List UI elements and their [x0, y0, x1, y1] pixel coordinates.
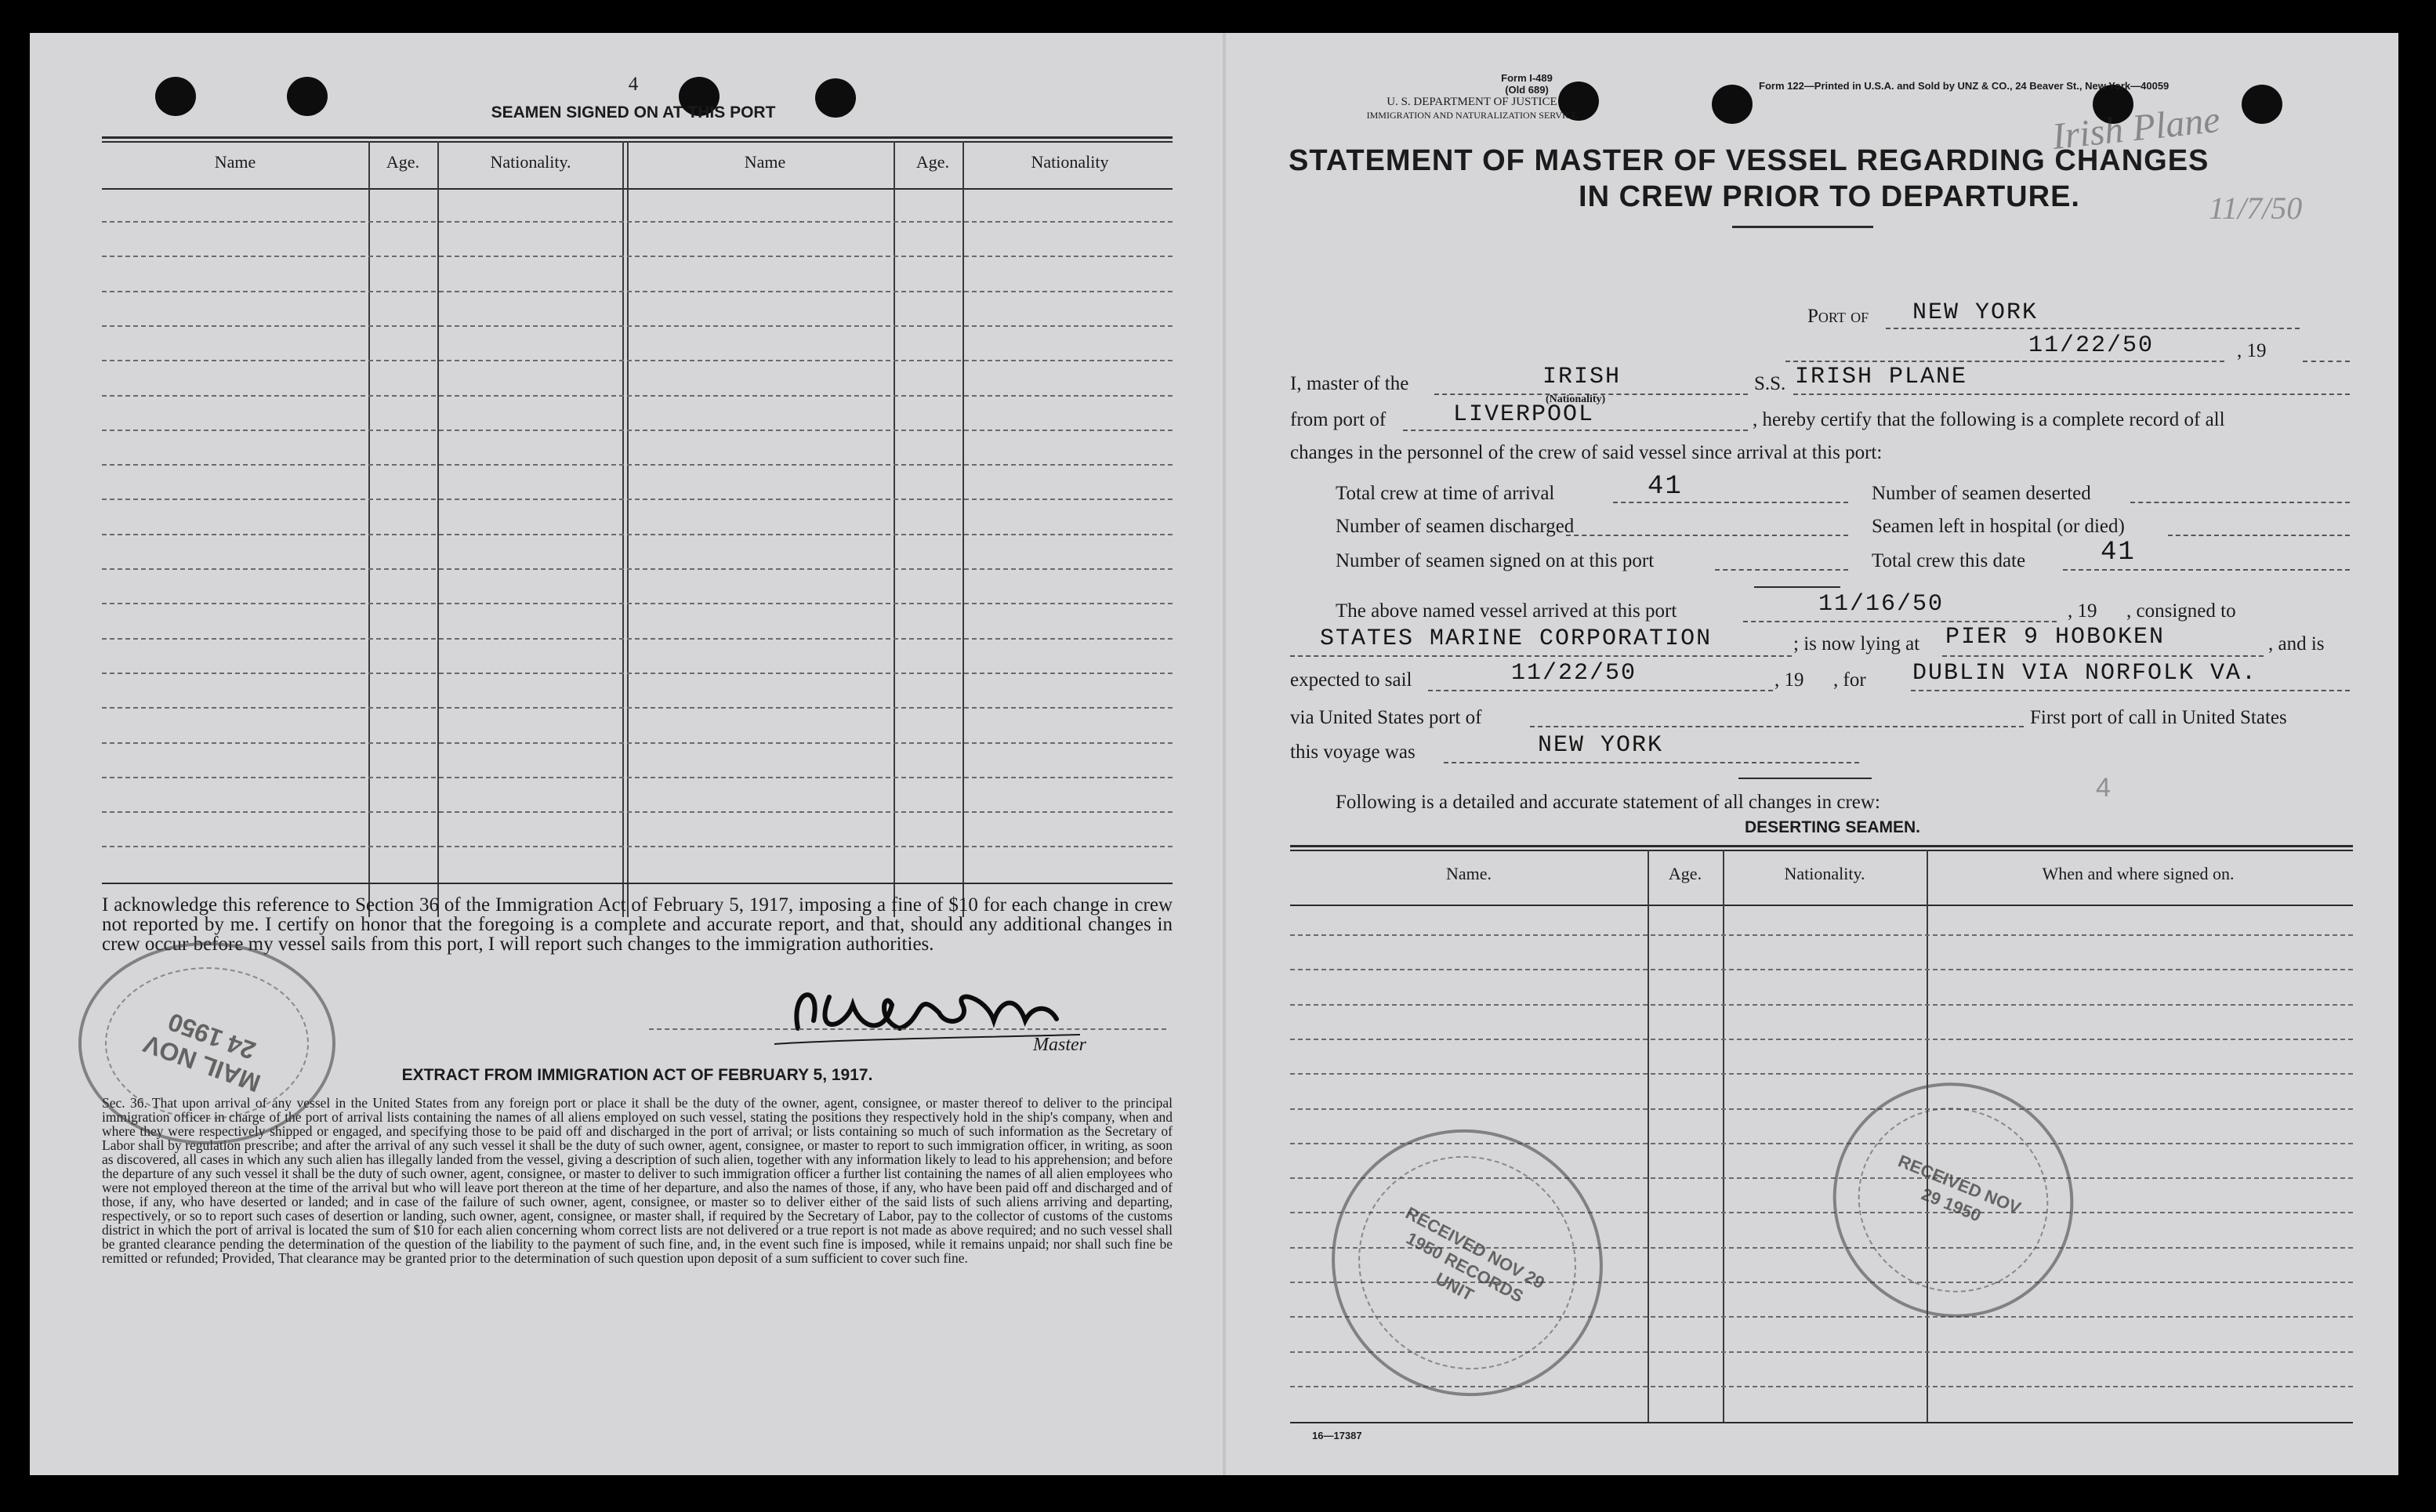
- ss-label: S.S.: [1754, 373, 1786, 394]
- total-date-field: [2063, 569, 2350, 571]
- port-value: NEW YORK: [1912, 299, 2039, 326]
- table-top-rule: [102, 136, 1173, 139]
- table-row-line: [102, 256, 1173, 257]
- table-row-line: [102, 568, 1173, 570]
- table-row-line: [102, 707, 1173, 709]
- for-label: , 19 , for: [1774, 669, 1866, 691]
- column-rule: [627, 141, 629, 917]
- column-rule: [368, 141, 370, 917]
- table-row-line: [102, 430, 1173, 431]
- vessel-field: [1793, 393, 2350, 395]
- table-row-line: [102, 499, 1173, 500]
- department-header: U. S. DEPARTMENT OF JUSTICE IMMIGRATION AND NATURALIZATION SERVICE: [1366, 96, 1578, 121]
- punch-hole: [1712, 85, 1753, 124]
- table-row-line: [102, 811, 1173, 813]
- section-divider: [1754, 586, 1840, 588]
- col-name: Name: [744, 152, 786, 172]
- form-id: Form I-489 (Old 689): [1501, 72, 1553, 96]
- via-field: [1530, 726, 2024, 727]
- title-underline: [1732, 226, 1873, 228]
- total-arrival-field: [1613, 502, 1848, 503]
- lying-value: PIER 9 HOBOKEN: [1945, 624, 2166, 651]
- master-label: Master: [1033, 1035, 1086, 1055]
- changes-text: changes in the personnel of the crew of said vessel since arrival at this port:: [1290, 442, 1883, 463]
- year-label: , 19: [2237, 340, 2267, 361]
- col-age: Age.: [1668, 864, 1702, 883]
- table-top-rule: [1290, 850, 2353, 851]
- table-row-line: [1290, 934, 2353, 936]
- handwritten-date-note: 11/7/50: [2209, 190, 2303, 226]
- col-nationality: Nationality.: [1784, 864, 1865, 883]
- column-rule: [622, 141, 624, 917]
- mail-stamp: MAIL NOV 24 1950: [78, 942, 335, 1144]
- deserted-label: Number of seamen deserted: [1872, 483, 2091, 504]
- table-bottom-rule: [102, 883, 1173, 884]
- table-bottom-rule: [1290, 1422, 2353, 1423]
- table-row-line: [102, 325, 1173, 327]
- table-row-line: [102, 638, 1173, 640]
- received-stamp: RECEIVED NOV 29 1950 RECORDS UNIT: [1285, 1082, 1650, 1444]
- punch-hole: [155, 77, 196, 116]
- discharged-label: Number of seamen discharged: [1336, 516, 1575, 537]
- hospital-field: [2168, 535, 2350, 536]
- from-port-value: LIVERPOOL: [1453, 401, 1595, 428]
- arrived-value: 11/16/50: [1818, 591, 1945, 618]
- table-row-line: [102, 673, 1173, 674]
- col-nationality: Nationality.: [490, 152, 571, 172]
- col-name: Name: [214, 152, 256, 172]
- signed-on-field: [1715, 569, 1848, 571]
- sail-value: 11/22/50: [1511, 660, 1637, 687]
- lying-field: [1942, 655, 2264, 657]
- deserting-heading: DESERTING SEAMEN.: [1744, 818, 1921, 836]
- margin-mark: 4: [2096, 773, 2111, 803]
- sail-field: [1428, 690, 1773, 691]
- from-port-field: [1403, 430, 1748, 431]
- via-label: via United States port of: [1290, 707, 1482, 728]
- date-value: 11/22/50: [2028, 332, 2155, 359]
- discharged-field: [1566, 535, 1848, 536]
- and-is-label: , and is: [2268, 633, 2325, 654]
- acknowledgement-text: I acknowledge this reference to Section 36 of the Immigration Act of February 5, 1917, imposing a fine of $10 for each change in crew not reported by me. I certify on honor that the foregoing is a complete and accurate report, and that, should any additional changes in crew occur before my vessel sails from this port, I will report such changes to the immigration authorities.: [102, 894, 1173, 955]
- for-field: [1911, 690, 2350, 691]
- document-sheet: [30, 33, 2398, 1475]
- table-row-line: [102, 534, 1173, 535]
- column-rule: [894, 141, 895, 917]
- table-row-line: [102, 846, 1173, 847]
- arrived-field: [1743, 621, 2057, 622]
- port-field: [1886, 328, 2300, 329]
- arrived-label: The above named vessel arrived at this port: [1336, 600, 1677, 622]
- handwritten-vessel-note: Irish Plane: [2050, 98, 2222, 158]
- date-field: [1785, 361, 2224, 362]
- form-number: 16—17387: [1312, 1430, 1362, 1441]
- extract-text: Sec. 36. That upon arrival of any vessel in the United States from any foreign port or place it shall be the duty of the owner, agent, consignee, or master thereof to deliver to the principal immigration officer in charge of the port of arrival lists containing the names of all aliens employed on such vessel, stating the positions they respectively hold in the ship's company, when and where they were respectively shipped or engaged, and specifying those to be paid off and discharged in the port of arrival; or lists containing so much of such information as the Secretary of Labor shall by regulation prescribe; and after the arrival of any such vessel it shall be the duty of such owner, agent, consignee, or master to report to such immigration officer, in writing, as soon as discovered, all cases in which any such alien has illegally landed from the vessel, giving a description of such alien, together with any information likely to lead to his apprehension; and before the departure of any such vessel it shall be the duty of such owner, agent, consignee, or master to deliver to such immigration officer a further list containing the names of all alien employees who were not employed thereon at the time of the arrival but who will leave port thereon at the time of her departure, and also the names of those, if any, who have been paid off and discharged and of those, if any, who have deserted or landed; and in case of the failure of such owner, agent, consignee, or master so to deliver either of the said lists of such aliens arriving and departing, respectively, or so to report such cases of desertion or landing, such owner, agent, consignee, or master shall, if required by the Secretary of Labor, pay to the collector of customs of the customs district in which the port of arrival is located the sum of $10 for each alien concerning whom correct lists are not delivered or a true report is not made as above required; and no such vessel shall be granted clearance pending the determination of the question of the liability to the payment of such fine, and, in the event such fine is imposed, while it remains unpaid; nor shall such fine be remitted or refunded; Provided, That clearance may be granted prior to the determination of such question upon deposit of a sum sufficient to cover such fine.: [102, 1095, 1173, 1266]
- consigned-label: , 19 , consigned to: [2068, 600, 2236, 622]
- signed-on-label: Number of seamen signed on at this port: [1336, 550, 1655, 571]
- table-header-rule: [1290, 905, 2353, 906]
- section-divider: [1738, 778, 1872, 779]
- voyage-field: [1444, 762, 1859, 763]
- table-row-line: [102, 742, 1173, 744]
- extract-title: EXTRACT FROM IMMIGRATION ACT OF FEBRUARY 5, 1917.: [401, 1066, 873, 1084]
- table-row-line: [1290, 1073, 2353, 1075]
- printer-note: Form 122—Printed in U.S.A. and Sold by UNZ & CO., 24 Beaver St., New York—40059: [1759, 80, 2170, 92]
- form-title-line2: IN CREW PRIOR TO DEPARTURE.: [1579, 180, 2080, 213]
- voyage-label: this voyage was: [1290, 741, 1416, 763]
- certify-text: , hereby certify that the following is a complete record of all: [1753, 409, 2225, 430]
- table-row-line: [102, 291, 1173, 292]
- total-arrival-value: 41: [1648, 472, 1683, 502]
- table-top-rule: [1290, 845, 2353, 847]
- received-stamp: RECEIVED NOV 29 1950: [1797, 1046, 2108, 1354]
- page-number: 4: [628, 74, 639, 95]
- from-port-label: from port of: [1290, 409, 1387, 430]
- master-of-label: I, master of the: [1290, 373, 1409, 394]
- hospital-label: Seamen left in hospital (or died): [1872, 516, 2125, 537]
- table-row-line: [102, 395, 1173, 397]
- table-row-line: [102, 360, 1173, 361]
- column-rule: [962, 141, 964, 917]
- col-name: Name.: [1445, 864, 1492, 883]
- table-row-line: [102, 464, 1173, 466]
- voyage-value: NEW YORK: [1538, 732, 1664, 759]
- total-date-value: 41: [2101, 538, 2136, 567]
- col-age: Age.: [386, 152, 420, 172]
- nationality-caption: (Nationality): [1546, 393, 1606, 405]
- deserted-field: [2130, 502, 2350, 503]
- table-header-rule: [102, 188, 1173, 190]
- year-field: [2303, 361, 2350, 362]
- total-arrival-label: Total crew at time of arrival: [1336, 483, 1555, 504]
- table-row-line: [102, 603, 1173, 604]
- table-row-line: [102, 221, 1173, 223]
- col-nationality: Nationality: [1031, 152, 1109, 172]
- col-age: Age.: [915, 152, 950, 172]
- table-top-rule: [102, 141, 1173, 143]
- col-signed-on: When and where signed on.: [2042, 864, 2235, 883]
- lying-label: ; is now lying at: [1793, 633, 1920, 654]
- table-row-line: [1290, 1004, 2353, 1006]
- table-row-line: [1290, 1108, 2353, 1110]
- table-row-line: [102, 777, 1173, 778]
- page-fold: [1223, 33, 1226, 1475]
- form-title-line1: STATEMENT OF MASTER OF VESSEL REGARDING CHANGES: [1289, 144, 2209, 177]
- port-label: Port of: [1807, 306, 1869, 327]
- seamen-signed-heading: SEAMEN SIGNED ON AT THIS PORT: [491, 103, 776, 121]
- nationality-value: IRISH: [1542, 364, 1622, 390]
- table-row-line: [1290, 1039, 2353, 1040]
- for-value: DUBLIN VIA NORFOLK VA.: [1912, 660, 2258, 687]
- sail-label: expected to sail: [1290, 669, 1412, 691]
- total-date-label: Total crew this date: [1872, 550, 2026, 571]
- vessel-value: IRISH PLANE: [1795, 364, 1968, 390]
- column-rule: [437, 141, 439, 917]
- punch-hole: [287, 77, 328, 116]
- signature-line: [649, 1028, 1166, 1030]
- consignee-value: STATES MARINE CORPORATION: [1320, 625, 1713, 652]
- first-call-label: First port of call in United States: [2030, 707, 2287, 728]
- consignee-field: [1290, 655, 1792, 657]
- following-text: Following is a detailed and accurate statement of all changes in crew:: [1336, 792, 1880, 813]
- table-row-line: [1290, 969, 2353, 970]
